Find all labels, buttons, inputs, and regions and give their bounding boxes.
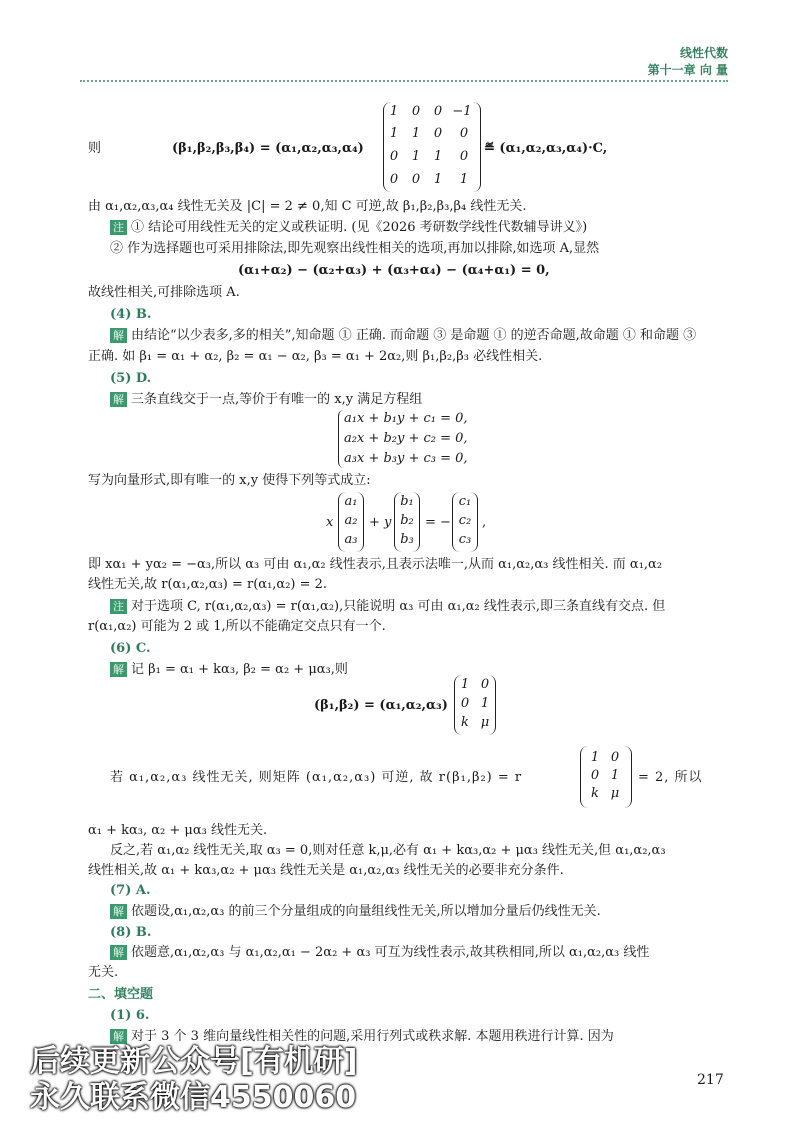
para-conversely: 反之,若 α₁,α₂ 线性无关,取 α₃ = 0,则对任意 k,μ,必有 α₁ + kα₃,α₂ + μα₃ 线性无关,但 α₁,α₂,α₃ bbox=[110, 843, 666, 858]
matrix-c bbox=[383, 102, 481, 192]
matrix-3x2-cell: 0 bbox=[480, 677, 490, 692]
matrix-3x2-rank-cell: 0 bbox=[610, 750, 620, 765]
matrix-c-cell: 0 bbox=[433, 104, 443, 119]
matrix-c-cell: 1 bbox=[433, 172, 443, 187]
vector-c bbox=[452, 492, 478, 552]
note-tag: 注 bbox=[110, 599, 127, 614]
matrix-c-cell: 0 bbox=[389, 172, 399, 187]
solution-tag: 解 bbox=[110, 662, 127, 677]
matrix-3x2-rank-cell: 1 bbox=[590, 750, 600, 765]
matrix-3x2-rank-cell: 1 bbox=[610, 768, 620, 783]
system-eq-1: a₁x + b₁y + c₁ = 0, bbox=[344, 411, 468, 426]
note-2: ② 作为选择题也可采用排除法,即先观察出线性相关的选项,再加以排除,如选项 A,显然 bbox=[110, 241, 600, 256]
solution-tag: 解 bbox=[110, 328, 127, 343]
vec-eq-equals: = − bbox=[425, 515, 451, 530]
system-eq-3: a₃x + b₃y + c₃ = 0, bbox=[344, 451, 468, 466]
vector-a bbox=[338, 492, 364, 552]
matrix-3x2-cell: 0 bbox=[460, 696, 470, 711]
para-independent: 由 α₁,α₂,α₃,α₄ 线性无关及 |C| = 2 ≠ 0,知 C 可逆,故 β₁,β₂,β₃,β₄ 线性无关. bbox=[88, 199, 527, 214]
vector-c-cell: c₁ bbox=[458, 494, 472, 509]
vector-b-cell: b₂ bbox=[400, 513, 414, 528]
vector-b-cell: b₃ bbox=[400, 532, 414, 547]
note-5b: r(α₁,α₂) 可能为 2 或 1,所以不能确定交点只有一个. bbox=[88, 619, 386, 634]
note-5a: 注 对于选项 C, r(α₁,α₂,α₃) = r(α₁,α₂),只能说明 α₃ 可由 α₁,α₂ 线性表示,即三条直线有交点. 但 bbox=[110, 598, 665, 616]
matrix-3x2-cell: k bbox=[461, 715, 469, 730]
vector-c-cell: c₃ bbox=[458, 532, 472, 547]
vector-a-cell: a₁ bbox=[344, 494, 358, 509]
matrix-3x2 bbox=[454, 675, 496, 735]
para-linear-rep-2: 线性无关,故 r(α₁,α₂,α₃) = r(α₁,α₂) = 2. bbox=[88, 577, 328, 592]
matrix-c-cell: 1 bbox=[411, 149, 421, 164]
solution-4a: 解 由结论“以少表多,多的相关”,知命题 ① 正确. 而命题 ③ 是命题 ① 的逆否命题,故命题 ① 和命题 ③ bbox=[110, 327, 696, 345]
matrix-c-cell: 1 bbox=[389, 126, 399, 141]
solution-7: 解 依题设,α₁,α₂,α₃ 的前三个分量组成的向量组线性无关,所以增加分量后仍线性无关. bbox=[110, 903, 601, 921]
solution-8b: 无关. bbox=[88, 965, 119, 980]
vector-b bbox=[394, 492, 420, 552]
solution-tag: 解 bbox=[110, 945, 127, 960]
note-1: 注 ① 结论可用线性无关的定义或秩证明. (见《2026 考研数学线性代数辅导讲义》) bbox=[110, 219, 587, 237]
matrix-c-cell: 1 bbox=[433, 149, 443, 164]
matrix-3x2-rank-cell: μ bbox=[610, 786, 620, 801]
solution-8a: 解 依题意,α₁,α₂,α₃ 与 α₁,α₂,α₁ − 2α₂ + α₃ 可互为线性表示,故其秩相同,所以 α₁,α₂,α₃ 线性 bbox=[110, 944, 649, 962]
matrix-c-cell: 0 bbox=[389, 149, 399, 164]
vector-c-cell: c₂ bbox=[458, 513, 472, 528]
para-if-independent: 若 α₁,α₂,α₃ 线性无关, 则矩阵 (α₁,α₂,α₃) 可逆, 故 r(β₁,β₂) = r bbox=[110, 770, 523, 785]
matrix-3x2-rank-cell: k bbox=[591, 786, 599, 801]
header-chapter: 第十一章 向 量 bbox=[647, 63, 728, 77]
matrix-c-cell: 0 bbox=[411, 104, 421, 119]
note-tag: 注 bbox=[110, 220, 127, 235]
answer-6: (6) C. bbox=[110, 641, 151, 656]
header-book-title: 线性代数 bbox=[679, 46, 728, 60]
eq-cancel: (α₁+α₂) − (α₂+α₃) + (α₃+α₄) − (α₄+α₁) = 0, bbox=[238, 263, 550, 278]
text-then: 则 bbox=[88, 141, 102, 156]
solution-fill-1: 解 对于 3 个 3 维向量线性相关性的问题,采用行列式或秩求解. 本题用秩进行计算. 因为 bbox=[110, 1028, 614, 1046]
vec-eq-x: x bbox=[326, 515, 334, 530]
solution-tag: 解 bbox=[110, 392, 127, 407]
answer-7: (7) A. bbox=[110, 883, 151, 898]
para-linear-rep-1: 即 xα₁ + yα₂ = −α₃,所以 α₃ 可由 α₁,α₂ 线性表示,且表示法唯一,从而 α₁,α₂,α₃ 线性相关. 而 α₁,α₂ bbox=[88, 557, 663, 572]
answer-8: (8) B. bbox=[110, 925, 152, 940]
watermark-line-1: 后续更新公众号[有机研] bbox=[30, 1044, 358, 1079]
solution-tag: 解 bbox=[110, 904, 127, 919]
matrix-c-cell: 0 bbox=[411, 172, 421, 187]
matrix-3x2-cell: μ bbox=[480, 715, 490, 730]
vector-a-cell: a₂ bbox=[344, 513, 358, 528]
matrix-c-cell: 0 bbox=[459, 126, 469, 141]
matrix-c-cell: 1 bbox=[459, 172, 469, 187]
matrix-3x2-rank-cell: 0 bbox=[590, 768, 600, 783]
matrix-c-cell: 1 bbox=[411, 126, 421, 141]
vector-a-cell: a₃ bbox=[344, 532, 358, 547]
section-fill-blank: 二、填空题 bbox=[88, 987, 154, 1002]
para-vector-form: 写为向量形式,即有唯一的 x,y 使得下列等式成立: bbox=[88, 473, 371, 488]
matrix-3x2-cell: 1 bbox=[480, 696, 490, 711]
system-eq-2: a₂x + b₂y + c₂ = 0, bbox=[344, 431, 468, 446]
header-divider bbox=[80, 80, 728, 82]
watermark-line-2: 永久联系微信4550060 bbox=[30, 1080, 357, 1115]
solution-4b: 正确. 如 β₁ = α₁ + α₂, β₂ = α₁ − α₂, β₃ = α₁ + 2α₂,则 β₁,β₂,β₃ 必线性相关. bbox=[88, 349, 543, 364]
para-exclude-a: 故线性相关,可排除选项 A. bbox=[88, 285, 240, 300]
answer-4: (4) B. bbox=[110, 307, 152, 322]
answer-fill-1: (1) 6. bbox=[110, 1008, 150, 1023]
solution-6: 解 记 β₁ = α₁ + kα₃, β₂ = α₂ + μα₃,则 bbox=[110, 661, 348, 679]
matrix-3x2-rank bbox=[580, 746, 632, 808]
para-necessary: 线性相关,故 α₁ + kα₃,α₂ + μα₃ 线性无关是 α₁,α₂,α₃ 线性无关的必要非充分条件. bbox=[88, 863, 564, 878]
matrix-c-cell: 1 bbox=[389, 104, 399, 119]
vector-b-cell: b₁ bbox=[400, 494, 414, 509]
matrix-c-cell: 0 bbox=[433, 126, 443, 141]
para-rank-2: = 2, 所以 bbox=[638, 770, 703, 785]
eq-define-c: ≝ (α₁,α₂,α₃,α₄)·C, bbox=[484, 141, 608, 156]
vec-eq-comma: , bbox=[482, 515, 487, 530]
matrix-c-cell: 0 bbox=[459, 149, 469, 164]
vec-eq-plus-y: + y bbox=[369, 515, 392, 530]
matrix-c-cell: −1 bbox=[452, 104, 472, 119]
solution-tag: 解 bbox=[110, 1029, 127, 1044]
answer-5: (5) D. bbox=[110, 371, 152, 386]
solution-5: 解 三条直线交于一点,等价于有唯一的 x,y 满足方程组 bbox=[110, 391, 422, 409]
para-independent-2: α₁ + kα₃, α₂ + μα₃ 线性无关. bbox=[88, 823, 268, 838]
eq-beta-matrix: (β₁,β₂) = (α₁,α₂,α₃) bbox=[314, 698, 448, 713]
matrix-3x2-cell: 1 bbox=[460, 677, 470, 692]
eq-beta-alpha: (β₁,β₂,β₃,β₄) = (α₁,α₂,α₃,α₄) bbox=[172, 141, 364, 156]
page-number: 217 bbox=[697, 1072, 724, 1088]
